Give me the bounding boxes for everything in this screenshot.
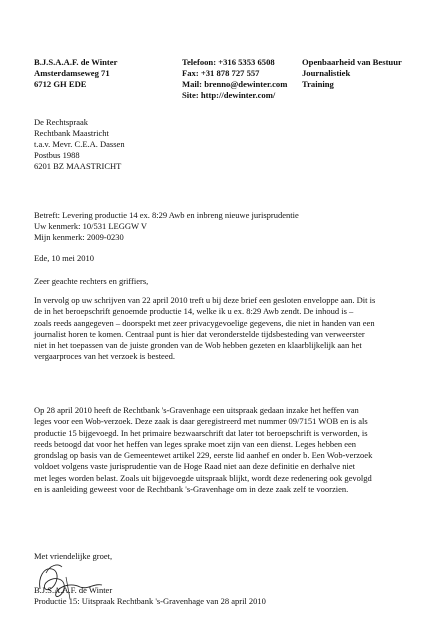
body-line: de in het beroepschrift genoemde productie 14, welke ik u ex. 8:29 Awb zendt. De inhoud is –: [34, 306, 354, 317]
body-line: Op 28 april 2010 heeft de Rechtbank 's-Gravenhage een uitspraak gedaan inzake het heffen van: [34, 405, 359, 415]
body-line: grondslag op basis van de Gemeentewet artikel 229, eerste lid aanhef en onder b. Een Wob-verzoek: [34, 450, 373, 461]
sender-services-block: [302, 57, 402, 90]
closing-greeting: Met vriendelijke groet,: [34, 551, 113, 561]
recipient-line: De Rechtspraak: [34, 117, 89, 127]
body-line: In vervolg op uw schrijven van 22 april 2010 treft u bij deze brief een gesloten enveloppe aan. Dit is: [34, 295, 376, 305]
sender-address-block: [34, 57, 117, 90]
body-line: productie 15 bijgevoegd. In het primaire bezwaarschrift dat later tot beroepschrift is verworden, is: [34, 427, 368, 438]
body-line: leges voor een Wob-verzoek. Deze zaak is daar geregistreerd met nummer 09/7151 WOB en is als: [34, 416, 368, 427]
letter-date: Ede, 10 mei 2010: [34, 253, 94, 263]
body-paragraph-2: [34, 405, 420, 495]
body-line: met leges worden belast. Zoals uit bijgevoegde uitspraak blijkt, wordt deze redenering ook gevolgd: [34, 472, 372, 483]
body-line: reeds betoogd dat voor het heffen van leges sprake moet zijn van een dienst. Leges hebben een: [34, 438, 357, 449]
body-line: zoals reeds aangegeven – doorspekt met zeer privacygevoelige gegevens, die niet in handen van een: [34, 317, 375, 328]
reference-block: [34, 210, 299, 243]
recipient-line: t.a.v. Mevr. C.E.A. Dassen: [34, 139, 125, 149]
signer-name: B.J.S.A.A.F. de Winter: [34, 585, 113, 595]
recipient-line: Postbus 1988: [34, 150, 80, 160]
body-paragraph-1: [34, 295, 420, 363]
recipient-address-block: [34, 117, 125, 172]
body-line: vergaarproces van het verzoek is besteed.: [34, 351, 175, 362]
sender-name: B.J.S.A.A.F. de Winter: [34, 57, 118, 67]
sender-street: Amsterdamseweg 71: [34, 68, 110, 78]
sender-email: Mail: brenno@dewinter.com: [182, 79, 288, 89]
sender-fax: Fax: +31 878 727 557: [182, 68, 260, 78]
service-item: Openbaarheid van Bestuur: [302, 57, 402, 67]
sender-postcode-city: 6712 GH EDE: [34, 79, 87, 89]
sender-website: Site: http://dewinter.com/: [182, 90, 276, 100]
sender-contact-block: [182, 57, 287, 101]
body-line: journalist horen te komen. Centraal punt is hier dat veronderstelde tijdsbesteding van verweerster: [34, 328, 365, 339]
recipient-line: 6201 BZ MAASTRICHT: [34, 161, 122, 171]
body-line: voldoet volgens vaste jurisprudentie van de Hoge Raad niet aan deze definitie en derhalve niet: [34, 461, 355, 472]
body-line: en is aanleiding geweest voor de Rechtbank 's-Gravenhage om in deze zaak zelf te voorzien.: [34, 484, 349, 495]
my-reference: Mijn kenmerk: 2009-0230: [34, 232, 124, 242]
salutation: Zeer geachte rechters en griffiers,: [34, 276, 149, 286]
your-reference: Uw kenmerk: 10/531 LEGGW V: [34, 221, 148, 231]
subject-line: Betreft: Levering productie 14 ex. 8:29 Awb en inbreng nieuwe jurisprudentie: [34, 210, 299, 220]
service-item: Journalistiek: [302, 68, 351, 78]
sender-phone: Telefoon: +316 5353 6508: [182, 57, 275, 67]
body-line: niet in het toepassen van de juiste gronden van de Wob hebben gezeten en klaarblijkelijk aan het: [34, 340, 362, 351]
service-item: Training: [302, 79, 334, 89]
enclosure-line: Productie 15: Uitspraak Rechtbank 's-Gravenhage van 28 april 2010: [34, 596, 266, 606]
recipient-line: Rechtbank Maastricht: [34, 128, 109, 138]
